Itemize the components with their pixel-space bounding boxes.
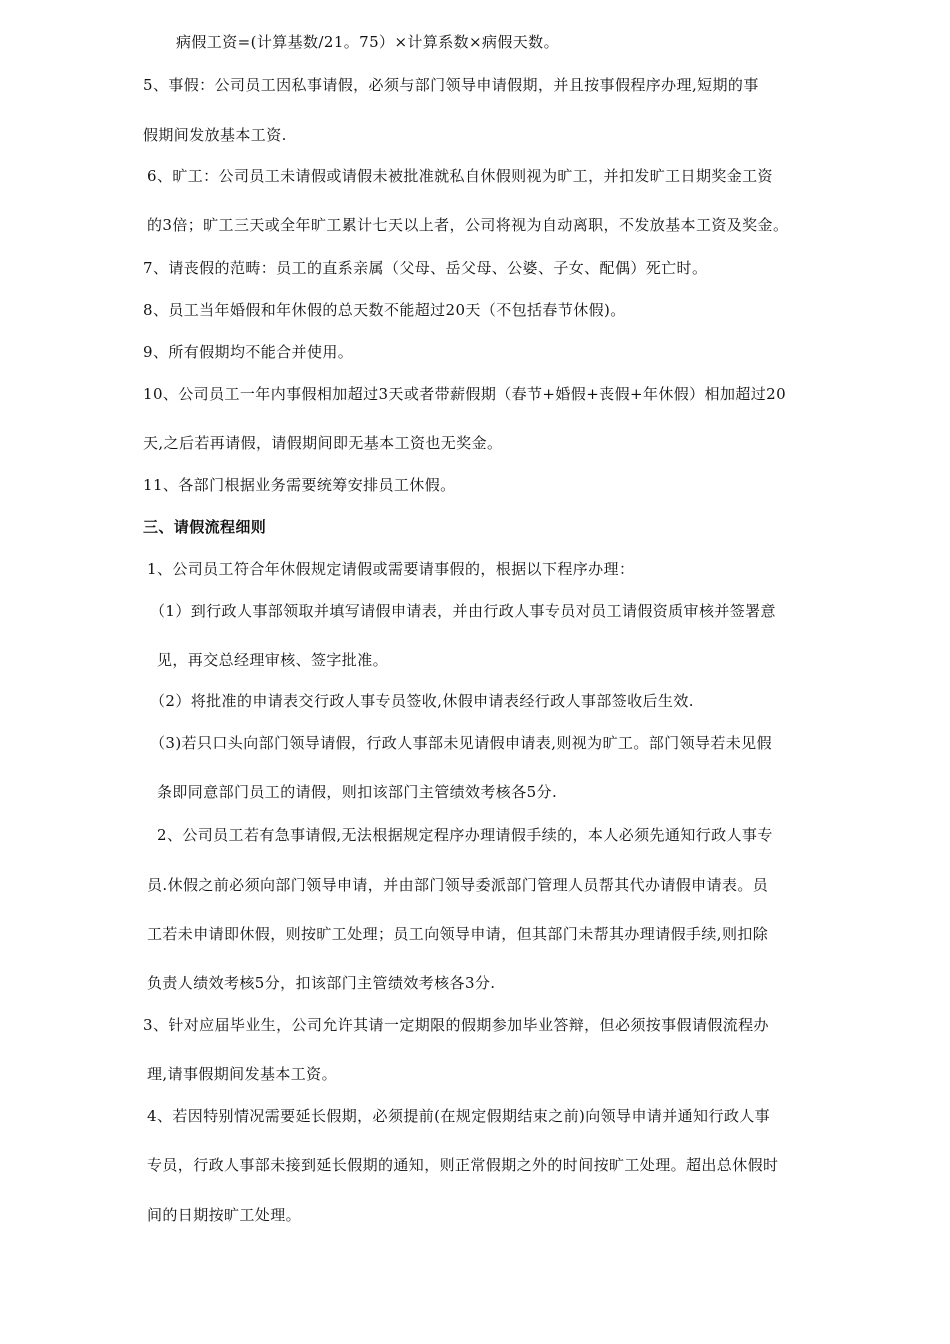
text-line: 4、若因特别情况需要延长假期，必须提前(在规定假期结束之前)向领导申请并通知行政人事 (147, 1107, 771, 1125)
text-line: 8、员工当年婚假和年休假的总天数不能超过20天（不包括春节休假)。 (143, 301, 626, 319)
section-heading: 三、请假流程细则 (143, 518, 267, 536)
text-line: （2）将批准的申请表交行政人事专员签收,休假申请表经行政人事部签收后生效. (150, 692, 694, 710)
text-line: 7、请丧假的范畴：员工的直系亲属（父母、岳父母、公婆、子女、配偶）死亡时。 (143, 259, 708, 277)
text-line: 条即同意部门员工的请假，则扣该部门主管绩效考核各5分. (157, 783, 558, 801)
text-line: 10、公司员工一年内事假相加超过3天或者带薪假期（春节+婚假+丧假+年休假）相加超过20 (143, 385, 787, 403)
text-line: 专员，行政人事部未接到延长假期的通知，则正常假期之外的时间按旷工处理。超出总休假时 (147, 1156, 779, 1174)
text-line: （3)若只口头向部门领导请假，行政人事部未见请假申请表,则视为旷工。部门领导若未见假 (150, 734, 772, 752)
text-line: 见，再交总经理审核、签字批准。 (157, 651, 389, 669)
text-line: 的3倍；旷工三天或全年旷工累计七天以上者，公司将视为自动离职，不发放基本工资及奖金。 (147, 216, 789, 234)
text-line: 假期间发放基本工资. (143, 126, 287, 144)
text-line: 2、公司员工若有急事请假,无法根据规定程序办理请假手续的，本人必须先通知行政人事专 (157, 826, 773, 844)
text-line: 9、所有假期均不能合并使用。 (143, 343, 354, 361)
text-line: 间的日期按旷工处理。 (147, 1206, 302, 1224)
text-line: 天,之后若再请假，请假期间即无基本工资也无奖金。 (143, 434, 503, 452)
text-line: 3、针对应届毕业生，公司允许其请一定期限的假期参加毕业答辩，但必须按事假请假流程办 (143, 1016, 769, 1034)
text-line: 5、事假：公司员工因私事请假，必须与部门领导申请假期，并且按事假程序办理,短期的事 (143, 76, 759, 94)
text-line: （1）到行政人事部领取并填写请假申请表，并由行政人事专员对员工请假资质审核并签署意 (150, 602, 776, 620)
text-line: 理,请事假期间发基本工资。 (147, 1065, 337, 1083)
text-line: 员.休假之前必须向部门领导申请，并由部门领导委派部门管理人员帮其代办请假申请表。员 (147, 876, 769, 894)
text-line: 病假工资=(计算基数/21。75）×计算系数×病假天数。 (176, 33, 559, 51)
text-line: 1、公司员工符合年休假规定请假或需要请事假的，根据以下程序办理： (147, 560, 635, 578)
text-line: 工若未申请即休假，则按旷工处理；员工向领导申请，但其部门未帮其办理请假手续,则扣除 (147, 925, 769, 943)
text-line: 6、旷工：公司员工未请假或请假未被批准就私自休假则视为旷工，并扣发旷工日期奖金工资 (147, 167, 773, 185)
text-line: 负责人绩效考核5分，扣该部门主管绩效考核各3分. (147, 974, 496, 992)
text-line: 11、各部门根据业务需要统筹安排员工休假。 (143, 476, 456, 494)
